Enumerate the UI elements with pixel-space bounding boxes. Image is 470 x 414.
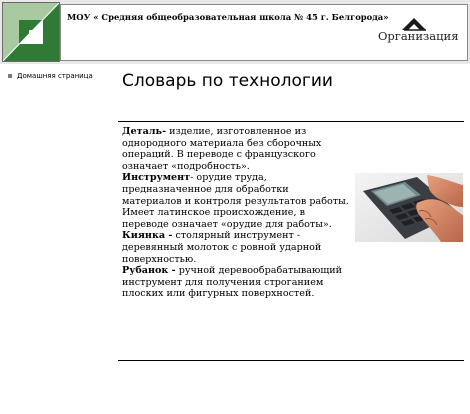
glossary-definition: ручной деревообрабатывающий инструмент для получения строганием плоских или фигурных поверхностей. bbox=[122, 265, 343, 300]
glossary-entry bbox=[122, 230, 350, 265]
glossary-definition: изделие, изготовленное из однородного материала без сборочных операций. В переводе с французского означает «подробность». bbox=[122, 126, 322, 172]
glossary-term: Киянка - bbox=[122, 230, 173, 242]
page-title: Словарь по технологии bbox=[122, 71, 333, 91]
glossary-term: Деталь- bbox=[122, 126, 167, 137]
glossary-entry bbox=[122, 265, 350, 300]
organization-link[interactable]: Организация bbox=[378, 29, 459, 43]
sidebar-item-label[interactable]: Домашняя страница bbox=[17, 72, 93, 80]
school-logo-icon[interactable] bbox=[2, 2, 60, 62]
glossary-term: Рубанок - bbox=[122, 265, 176, 277]
glossary-definition: - орудие труда, предназначенное для обработки материалов и контроля результатов работы. Имеет латинское происхождение, в переводе означает «орудие для работы». bbox=[122, 172, 349, 230]
glossary bbox=[122, 126, 350, 300]
keyboard-photo bbox=[355, 173, 463, 242]
glossary-definition: столярный инструмент - деревянный молоток с ровной ударной поверхностью. bbox=[122, 230, 322, 265]
divider bbox=[118, 121, 464, 122]
sidebar-item-home[interactable] bbox=[8, 72, 93, 80]
glossary-entry bbox=[122, 172, 350, 230]
glossary-entry bbox=[122, 126, 350, 172]
bullet-icon bbox=[8, 74, 12, 78]
org-title: МОУ « Средняя общеобразовательная школа № 45 г. Белгорода» bbox=[67, 12, 389, 22]
divider bbox=[118, 360, 464, 361]
header bbox=[0, 0, 470, 64]
glossary-term: Инструмент bbox=[122, 172, 191, 184]
